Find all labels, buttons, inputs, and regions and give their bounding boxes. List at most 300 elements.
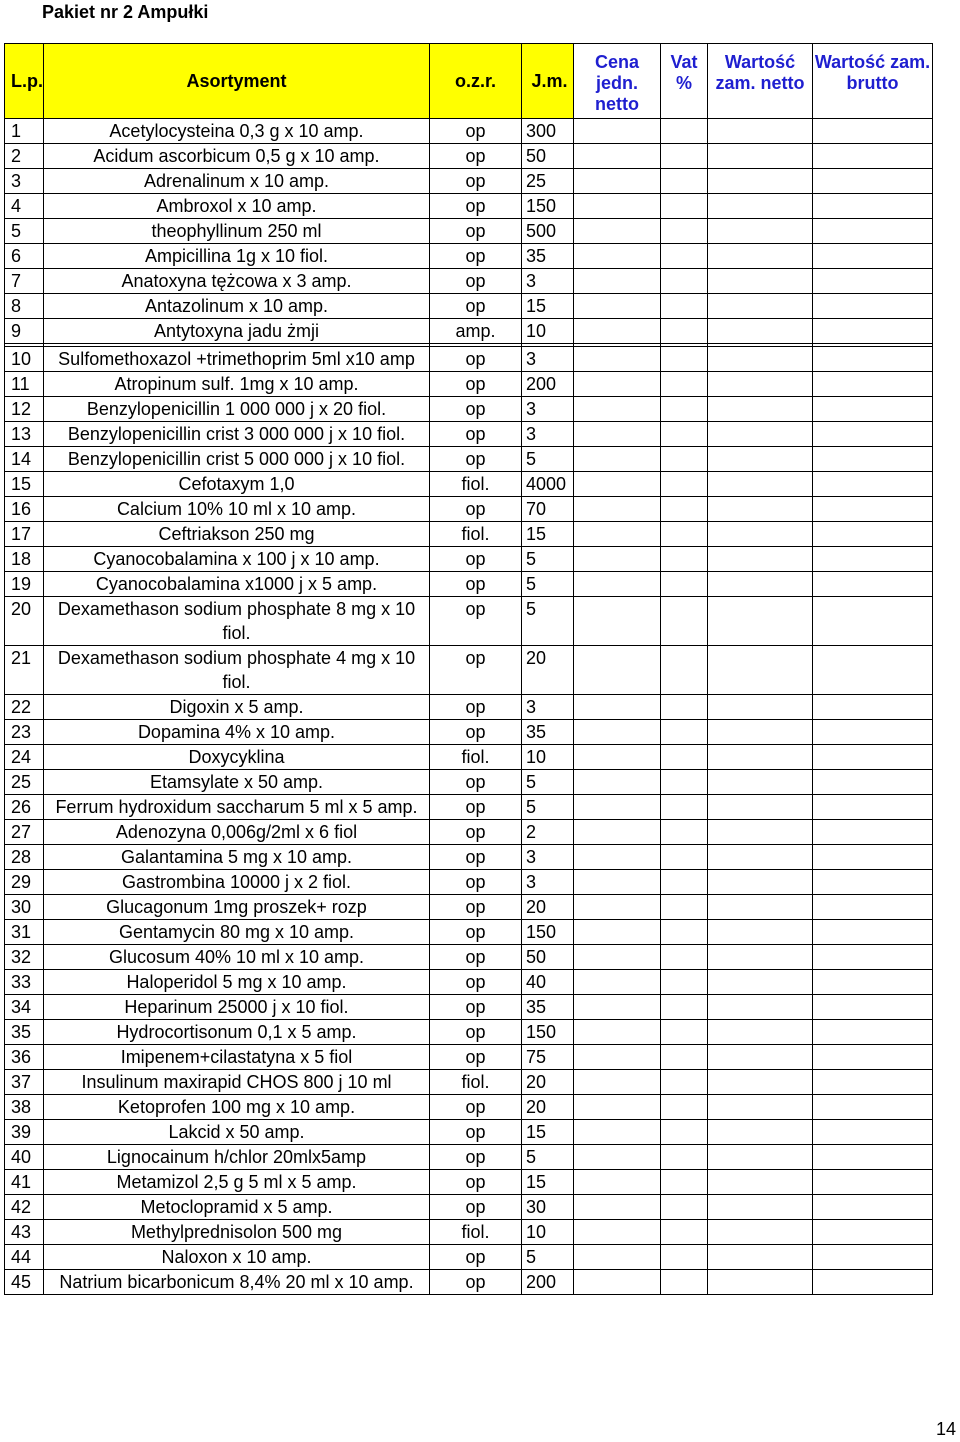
netto-cell: [708, 244, 813, 269]
price-cell: [574, 895, 661, 920]
ozr-cell: op: [430, 269, 522, 294]
jm-cell: 150: [522, 194, 574, 219]
price-cell: [574, 522, 661, 547]
table-row: [5, 597, 933, 646]
lp-cell: 41: [5, 1170, 44, 1195]
name-cell: Glucosum 40% 10 ml x 10 amp.: [44, 945, 430, 970]
lp-cell: 10: [5, 347, 44, 372]
table-row: [5, 269, 933, 294]
lp-cell: 34: [5, 995, 44, 1020]
table-row: [5, 1170, 933, 1195]
netto-cell: [708, 1045, 813, 1070]
name-cell: Metoclopramid x 5 amp.: [44, 1195, 430, 1220]
brutto-cell: [813, 219, 933, 244]
netto-cell: [708, 745, 813, 770]
vat-cell: [661, 1020, 708, 1045]
brutto-cell: [813, 720, 933, 745]
ozr-cell: op: [430, 845, 522, 870]
vat-cell: [661, 1045, 708, 1070]
name-cell: Imipenem+cilastatyna x 5 fiol: [44, 1045, 430, 1070]
price-cell: [574, 572, 661, 597]
name-cell: Benzylopenicillin 1 000 000 j x 20 fiol.: [44, 397, 430, 422]
name-cell: Heparinum 25000 j x 10 fiol.: [44, 995, 430, 1020]
lp-cell: 36: [5, 1045, 44, 1070]
name-cell: Gastrombina 10000 j x 2 fiol.: [44, 870, 430, 895]
lp-cell: 33: [5, 970, 44, 995]
brutto-cell: [813, 447, 933, 472]
jm-cell: 75: [522, 1045, 574, 1070]
netto-cell: [708, 695, 813, 720]
brutto-cell: [813, 397, 933, 422]
table-row: [5, 372, 933, 397]
brutto-cell: [813, 497, 933, 522]
netto-cell: [708, 1145, 813, 1170]
vat-cell: [661, 1195, 708, 1220]
name-cell: Benzylopenicillin crist 3 000 000 j x 10 fiol.: [44, 422, 430, 447]
name-cell: Gentamycin 80 mg x 10 amp.: [44, 920, 430, 945]
table-row: [5, 119, 933, 144]
brutto-cell: [813, 1095, 933, 1120]
lp-cell: 27: [5, 820, 44, 845]
lp-cell: 44: [5, 1245, 44, 1270]
table-row: [5, 720, 933, 745]
brutto-cell: [813, 1270, 933, 1295]
table-row: [5, 646, 933, 695]
ozr-cell: op: [430, 219, 522, 244]
jm-cell: 30: [522, 1195, 574, 1220]
ozr-cell: amp.: [430, 319, 522, 344]
price-cell: [574, 820, 661, 845]
netto-cell: [708, 1170, 813, 1195]
price-cell: [574, 1120, 661, 1145]
price-cell: [574, 219, 661, 244]
lp-cell: 1: [5, 119, 44, 144]
brutto-cell: [813, 169, 933, 194]
jm-cell: 4000: [522, 472, 574, 497]
price-cell: [574, 1170, 661, 1195]
ozr-cell: op: [430, 1245, 522, 1270]
vat-cell: [661, 572, 708, 597]
jm-cell: 10: [522, 1220, 574, 1245]
table-row: [5, 422, 933, 447]
brutto-cell: [813, 920, 933, 945]
brutto-cell: [813, 870, 933, 895]
page-title: Pakiet nr 2 Ampułki: [42, 2, 209, 22]
ozr-cell: op: [430, 347, 522, 372]
vat-cell: [661, 372, 708, 397]
ozr-cell: op: [430, 1020, 522, 1045]
jm-cell: 3: [522, 870, 574, 895]
netto-cell: [708, 1270, 813, 1295]
netto-cell: [708, 119, 813, 144]
ozr-cell: op: [430, 422, 522, 447]
table-row: [5, 845, 933, 870]
vat-cell: [661, 169, 708, 194]
ozr-cell: op: [430, 1145, 522, 1170]
jm-cell: 3: [522, 695, 574, 720]
vat-cell: [661, 1095, 708, 1120]
jm-cell: 50: [522, 945, 574, 970]
table-row: [5, 1120, 933, 1145]
price-cell: [574, 720, 661, 745]
netto-cell: [708, 294, 813, 319]
ozr-cell: op: [430, 1270, 522, 1295]
jm-cell: 3: [522, 397, 574, 422]
netto-cell: [708, 219, 813, 244]
netto-cell: [708, 895, 813, 920]
table-row: [5, 1145, 933, 1170]
ozr-cell: op: [430, 294, 522, 319]
vat-cell: [661, 497, 708, 522]
price-cell: [574, 945, 661, 970]
ozr-cell: op: [430, 945, 522, 970]
lp-cell: 8: [5, 294, 44, 319]
vat-cell: [661, 219, 708, 244]
jm-cell: 200: [522, 372, 574, 397]
jm-cell: 10: [522, 319, 574, 344]
lp-cell: 18: [5, 547, 44, 572]
lp-cell: 12: [5, 397, 44, 422]
price-cell: [574, 597, 661, 646]
lp-cell: 16: [5, 497, 44, 522]
name-cell: Haloperidol 5 mg x 10 amp.: [44, 970, 430, 995]
price-cell: [574, 745, 661, 770]
name-cell: Methylprednisolon 500 mg: [44, 1220, 430, 1245]
ozr-cell: op: [430, 597, 522, 646]
brutto-cell: [813, 745, 933, 770]
price-cell: [574, 144, 661, 169]
price-cell: [574, 169, 661, 194]
netto-cell: [708, 347, 813, 372]
header-vat: Vat %: [661, 44, 708, 119]
ozr-cell: op: [430, 1095, 522, 1120]
ozr-cell: op: [430, 970, 522, 995]
ozr-cell: op: [430, 820, 522, 845]
table-row: [5, 920, 933, 945]
vat-cell: [661, 745, 708, 770]
vat-cell: [661, 820, 708, 845]
vat-cell: [661, 597, 708, 646]
table-row: [5, 770, 933, 795]
vat-cell: [661, 547, 708, 572]
price-cell: [574, 1245, 661, 1270]
table-row: [5, 695, 933, 720]
lp-cell: 35: [5, 1020, 44, 1045]
name-cell: Ambroxol x 10 amp.: [44, 194, 430, 219]
ozr-cell: op: [430, 870, 522, 895]
vat-cell: [661, 347, 708, 372]
brutto-cell: [813, 795, 933, 820]
ozr-cell: op: [430, 194, 522, 219]
vat-cell: [661, 397, 708, 422]
name-cell: Calcium 10% 10 ml x 10 amp.: [44, 497, 430, 522]
price-cell: [574, 1220, 661, 1245]
lp-cell: 45: [5, 1270, 44, 1295]
vat-cell: [661, 770, 708, 795]
jm-cell: 15: [522, 522, 574, 547]
vat-cell: [661, 244, 708, 269]
lp-cell: 17: [5, 522, 44, 547]
ozr-cell: op: [430, 397, 522, 422]
name-cell: Ceftriakson 250 mg: [44, 522, 430, 547]
ozr-cell: fiol.: [430, 522, 522, 547]
jm-cell: 40: [522, 970, 574, 995]
jm-cell: 150: [522, 1020, 574, 1045]
netto-cell: [708, 820, 813, 845]
lp-cell: 14: [5, 447, 44, 472]
netto-cell: [708, 870, 813, 895]
lp-cell: 39: [5, 1120, 44, 1145]
jm-cell: 5: [522, 795, 574, 820]
netto-cell: [708, 1195, 813, 1220]
lp-cell: 20: [5, 597, 44, 646]
header-brutto: Wartość zam. brutto: [813, 44, 933, 119]
vat-cell: [661, 1070, 708, 1095]
brutto-cell: [813, 995, 933, 1020]
name-cell: Dopamina 4% x 10 amp.: [44, 720, 430, 745]
lp-cell: 11: [5, 372, 44, 397]
table-row: [5, 895, 933, 920]
price-cell: [574, 695, 661, 720]
table-row: [5, 945, 933, 970]
jm-cell: 3: [522, 845, 574, 870]
netto-cell: [708, 169, 813, 194]
lp-cell: 28: [5, 845, 44, 870]
vat-cell: [661, 695, 708, 720]
jm-cell: 25: [522, 169, 574, 194]
ozr-cell: op: [430, 1170, 522, 1195]
lp-cell: 7: [5, 269, 44, 294]
brutto-cell: [813, 945, 933, 970]
netto-cell: [708, 970, 813, 995]
jm-cell: 70: [522, 497, 574, 522]
table-row: [5, 169, 933, 194]
vat-cell: [661, 1145, 708, 1170]
netto-cell: [708, 422, 813, 447]
lp-cell: 2: [5, 144, 44, 169]
brutto-cell: [813, 1070, 933, 1095]
netto-cell: [708, 572, 813, 597]
vat-cell: [661, 920, 708, 945]
ozr-cell: op: [430, 770, 522, 795]
brutto-cell: [813, 895, 933, 920]
name-cell: Metamizol 2,5 g 5 ml x 5 amp.: [44, 1170, 430, 1195]
lp-cell: 21: [5, 646, 44, 695]
name-cell: Anatoxyna tężcowa x 3 amp.: [44, 269, 430, 294]
name-cell: Sulfomethoxazol +trimethoprim 5ml x10 amp: [44, 347, 430, 372]
jm-cell: 20: [522, 1095, 574, 1120]
netto-cell: [708, 1220, 813, 1245]
jm-cell: 200: [522, 1270, 574, 1295]
lp-cell: 6: [5, 244, 44, 269]
name-cell: Doxycyklina: [44, 745, 430, 770]
ozr-cell: op: [430, 572, 522, 597]
table-row: [5, 522, 933, 547]
header-name: Asortyment: [44, 44, 430, 119]
lp-cell: 38: [5, 1095, 44, 1120]
vat-cell: [661, 269, 708, 294]
name-cell: Naloxon x 10 amp.: [44, 1245, 430, 1270]
jm-cell: 3: [522, 347, 574, 372]
netto-cell: [708, 194, 813, 219]
vat-cell: [661, 646, 708, 695]
price-cell: [574, 319, 661, 344]
jm-cell: 5: [522, 547, 574, 572]
name-cell: Lignocainum h/chlor 20mlx5amp: [44, 1145, 430, 1170]
brutto-cell: [813, 522, 933, 547]
netto-cell: [708, 497, 813, 522]
table-header-row: [5, 44, 933, 119]
lp-cell: 15: [5, 472, 44, 497]
name-cell: Adrenalinum x 10 amp.: [44, 169, 430, 194]
name-cell: Cefotaxym 1,0: [44, 472, 430, 497]
table-row: [5, 244, 933, 269]
ozr-cell: op: [430, 995, 522, 1020]
vat-cell: [661, 845, 708, 870]
name-cell: Ampicillina 1g x 10 fiol.: [44, 244, 430, 269]
price-cell: [574, 845, 661, 870]
table-row: [5, 1045, 933, 1070]
netto-cell: [708, 795, 813, 820]
jm-cell: 10: [522, 745, 574, 770]
brutto-cell: [813, 1170, 933, 1195]
brutto-cell: [813, 970, 933, 995]
jm-cell: 20: [522, 646, 574, 695]
brutto-cell: [813, 244, 933, 269]
lp-cell: 25: [5, 770, 44, 795]
price-cell: [574, 646, 661, 695]
vat-cell: [661, 870, 708, 895]
lp-cell: 29: [5, 870, 44, 895]
brutto-cell: [813, 347, 933, 372]
netto-cell: [708, 1095, 813, 1120]
brutto-cell: [813, 1020, 933, 1045]
price-cell: [574, 397, 661, 422]
netto-cell: [708, 597, 813, 646]
name-cell: Cyanocobalamina x1000 j x 5 amp.: [44, 572, 430, 597]
brutto-cell: [813, 294, 933, 319]
jm-cell: 35: [522, 244, 574, 269]
name-cell: Ketoprofen 100 mg x 10 amp.: [44, 1095, 430, 1120]
name-cell: Benzylopenicillin crist 5 000 000 j x 10 fiol.: [44, 447, 430, 472]
vat-cell: [661, 1245, 708, 1270]
name-cell: Digoxin x 5 amp.: [44, 695, 430, 720]
name-cell: Etamsylate x 50 amp.: [44, 770, 430, 795]
price-cell: [574, 1070, 661, 1095]
vat-cell: [661, 447, 708, 472]
jm-cell: 15: [522, 1120, 574, 1145]
price-cell: [574, 770, 661, 795]
name-cell: Acidum ascorbicum 0,5 g x 10 amp.: [44, 144, 430, 169]
jm-cell: 2: [522, 820, 574, 845]
price-cell: [574, 795, 661, 820]
name-cell: Antytoxyna jadu żmji: [44, 319, 430, 344]
price-cell: [574, 422, 661, 447]
netto-cell: [708, 1245, 813, 1270]
price-cell: [574, 970, 661, 995]
lp-cell: 5: [5, 219, 44, 244]
jm-cell: 300: [522, 119, 574, 144]
price-cell: [574, 119, 661, 144]
lp-cell: 30: [5, 895, 44, 920]
lp-cell: 24: [5, 745, 44, 770]
netto-cell: [708, 720, 813, 745]
netto-cell: [708, 269, 813, 294]
header-cena: Cena jedn. netto: [574, 44, 661, 119]
netto-cell: [708, 646, 813, 695]
vat-cell: [661, 1270, 708, 1295]
brutto-cell: [813, 572, 933, 597]
price-cell: [574, 995, 661, 1020]
price-cell: [574, 870, 661, 895]
price-cell: [574, 372, 661, 397]
ozr-cell: fiol.: [430, 472, 522, 497]
brutto-cell: [813, 372, 933, 397]
lp-cell: 9: [5, 319, 44, 344]
jm-cell: 15: [522, 294, 574, 319]
ozr-cell: op: [430, 720, 522, 745]
jm-cell: 5: [522, 597, 574, 646]
netto-cell: [708, 522, 813, 547]
brutto-cell: [813, 820, 933, 845]
lp-cell: 23: [5, 720, 44, 745]
table-row: [5, 870, 933, 895]
vat-cell: [661, 319, 708, 344]
price-cell: [574, 269, 661, 294]
ozr-cell: op: [430, 497, 522, 522]
vat-cell: [661, 995, 708, 1020]
name-cell: Dexamethason sodium phosphate 8 mg x 10 fiol.: [44, 597, 430, 646]
ozr-cell: fiol.: [430, 1220, 522, 1245]
page-number: 14: [935, 1419, 956, 1439]
netto-cell: [708, 397, 813, 422]
table-row: [5, 820, 933, 845]
jm-cell: 35: [522, 720, 574, 745]
brutto-cell: [813, 1220, 933, 1245]
lp-cell: 40: [5, 1145, 44, 1170]
ozr-cell: op: [430, 646, 522, 695]
vat-cell: [661, 720, 708, 745]
price-cell: [574, 1045, 661, 1070]
lp-cell: 22: [5, 695, 44, 720]
jm-cell: 5: [522, 1145, 574, 1170]
jm-cell: 20: [522, 1070, 574, 1095]
lp-cell: 31: [5, 920, 44, 945]
ozr-cell: fiol.: [430, 745, 522, 770]
price-cell: [574, 447, 661, 472]
header-lp: L.p.: [5, 44, 44, 119]
vat-cell: [661, 945, 708, 970]
jm-cell: 15: [522, 1170, 574, 1195]
brutto-cell: [813, 845, 933, 870]
price-cell: [574, 920, 661, 945]
lp-cell: 13: [5, 422, 44, 447]
vat-cell: [661, 1220, 708, 1245]
ozr-cell: op: [430, 169, 522, 194]
netto-cell: [708, 1070, 813, 1095]
netto-cell: [708, 770, 813, 795]
ozr-cell: op: [430, 795, 522, 820]
price-cell: [574, 1270, 661, 1295]
table-row: [5, 194, 933, 219]
price-cell: [574, 244, 661, 269]
table-row: [5, 1020, 933, 1045]
name-cell: Atropinum sulf. 1mg x 10 amp.: [44, 372, 430, 397]
lp-cell: 19: [5, 572, 44, 597]
header-jm: J.m.: [522, 44, 574, 119]
netto-cell: [708, 1020, 813, 1045]
netto-cell: [708, 319, 813, 344]
